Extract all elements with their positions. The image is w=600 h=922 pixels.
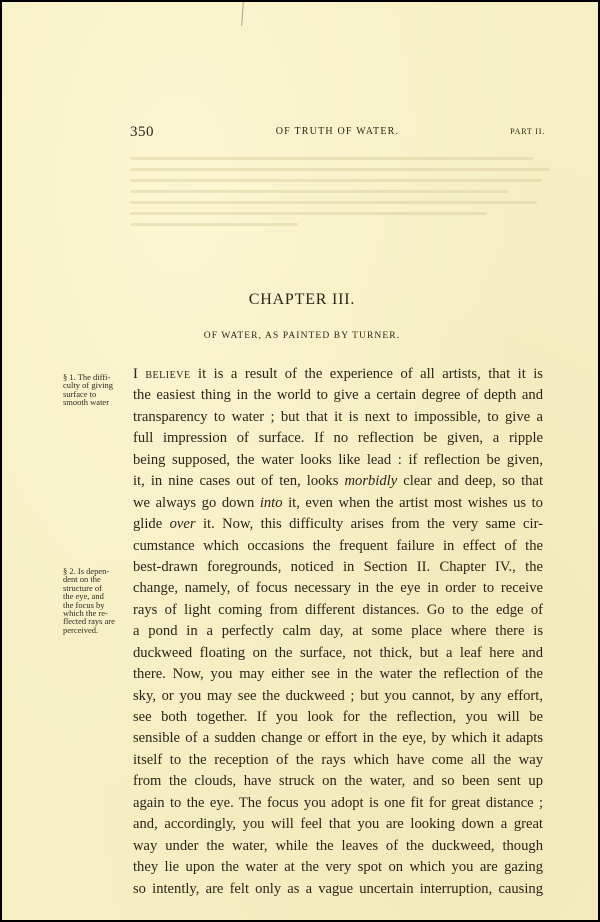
margin-note-line: which the re- <box>63 608 108 619</box>
body-line: they lie upon the water at the very spot on which you are gazing <box>133 859 543 876</box>
body-line: full impression of surface. If no reflection be given, a ripple <box>133 430 543 447</box>
margin-note-line: § 2. Is depen- <box>63 566 110 576</box>
body-line <box>133 364 543 385</box>
body-line: duckweed floating on the surface, not thick, but a leaf here and <box>133 644 543 661</box>
running-head-title: OF TRUTH OF WATER. <box>275 126 400 137</box>
body-line-text: it, even when the artist most wishes us to <box>282 494 543 511</box>
margin-note-section-1 <box>63 373 129 407</box>
body-line-text: glide <box>133 516 170 533</box>
body-line: rays of light coming from different distances. Go to the edge of <box>133 601 543 618</box>
chapter-title: CHAPTER III. <box>248 291 356 308</box>
margin-note-line: the eye, and <box>63 591 104 602</box>
chapter-subtitle: OF WATER, AS PAINTED BY TURNER. <box>203 331 401 341</box>
body-line: the easiest thing in the world to give a certain degree of depth and <box>133 387 543 404</box>
italic-emphasis: over <box>169 516 196 533</box>
part-label: PART II. <box>510 127 545 136</box>
margin-note-line: dent on the <box>63 574 101 585</box>
body-paragraph <box>133 364 543 900</box>
margin-note-section-2 <box>63 567 129 634</box>
margin-note-line: § 1. The diffi- <box>63 372 111 382</box>
body-line: cumstance which occasions the frequent failure in effect of the <box>133 537 543 554</box>
body-line: there. Now, you may either see in the water the reflection of the <box>133 666 543 683</box>
body-line-text: it, in nine cases out of ten, looks <box>133 473 345 490</box>
body-line: and, accordingly, you will feel that you are looking down a great <box>133 816 543 833</box>
margin-note-line: the focus by <box>63 599 105 610</box>
body-line: from the clouds, have struck on the water, and so been sent up <box>133 773 543 790</box>
italic-emphasis: morbidly <box>344 473 398 490</box>
body-line: sky, or you may see the duckweed ; but you cannot, by any effort, <box>133 687 543 704</box>
body-line: itself to the reception of the rays which have come all the way <box>133 751 543 768</box>
body-line: so intently, are felt only as a vague uncertain interruption, causing <box>133 880 543 897</box>
body-line: being supposed, the water looks like lead : if reflection be given, <box>133 451 543 468</box>
italic-emphasis: into <box>259 494 283 511</box>
body-line: change, namely, of focus necessary in the eye in order to receive <box>133 580 543 597</box>
body-line <box>133 471 543 492</box>
body-line: way under the water, while the leaves of the duckweed, though <box>133 837 543 854</box>
body-line <box>133 514 543 535</box>
body-line: best-drawn foregrounds, noticed in Section II. Chapter IV., the <box>133 558 543 575</box>
body-line: transparency to water ; but that it is next to impossible, to give a <box>133 408 543 425</box>
body-line: sensible of a sudden change or effort in the eye, by which it adapts <box>133 730 543 747</box>
running-head <box>130 126 545 140</box>
page-number: 350 <box>130 124 154 140</box>
body-line-text: it. Now, this difficulty arises from the very same cir- <box>195 516 543 533</box>
margin-note-line: structure of <box>63 582 102 593</box>
body-line-text: it is a result of the experience of all artists, that it is <box>190 366 543 382</box>
margin-note-line: culty of giving <box>63 380 114 391</box>
paper-crease <box>241 2 244 26</box>
margin-note-line: surface to <box>63 388 97 399</box>
body-line: a pond in a perfectly calm day, at some place where there is <box>133 623 543 640</box>
opening-word: I <box>133 366 138 382</box>
margin-note-line: perceived. <box>63 624 99 635</box>
body-line: again to the eye. The focus you adopt is one fit for great distance ; <box>133 794 543 811</box>
margin-note-line: flected rays are <box>63 616 115 627</box>
book-page <box>2 2 598 920</box>
opening-smallcaps: believe <box>145 366 191 382</box>
body-line: see both together. If you look for the reflection, you will be <box>133 709 543 725</box>
body-line <box>133 493 543 514</box>
show-through-text <box>130 150 550 270</box>
margin-note-line: smooth water <box>63 397 110 408</box>
body-line-text: we always go down <box>133 494 260 511</box>
body-line-text: clear and deep, so that <box>397 473 544 490</box>
